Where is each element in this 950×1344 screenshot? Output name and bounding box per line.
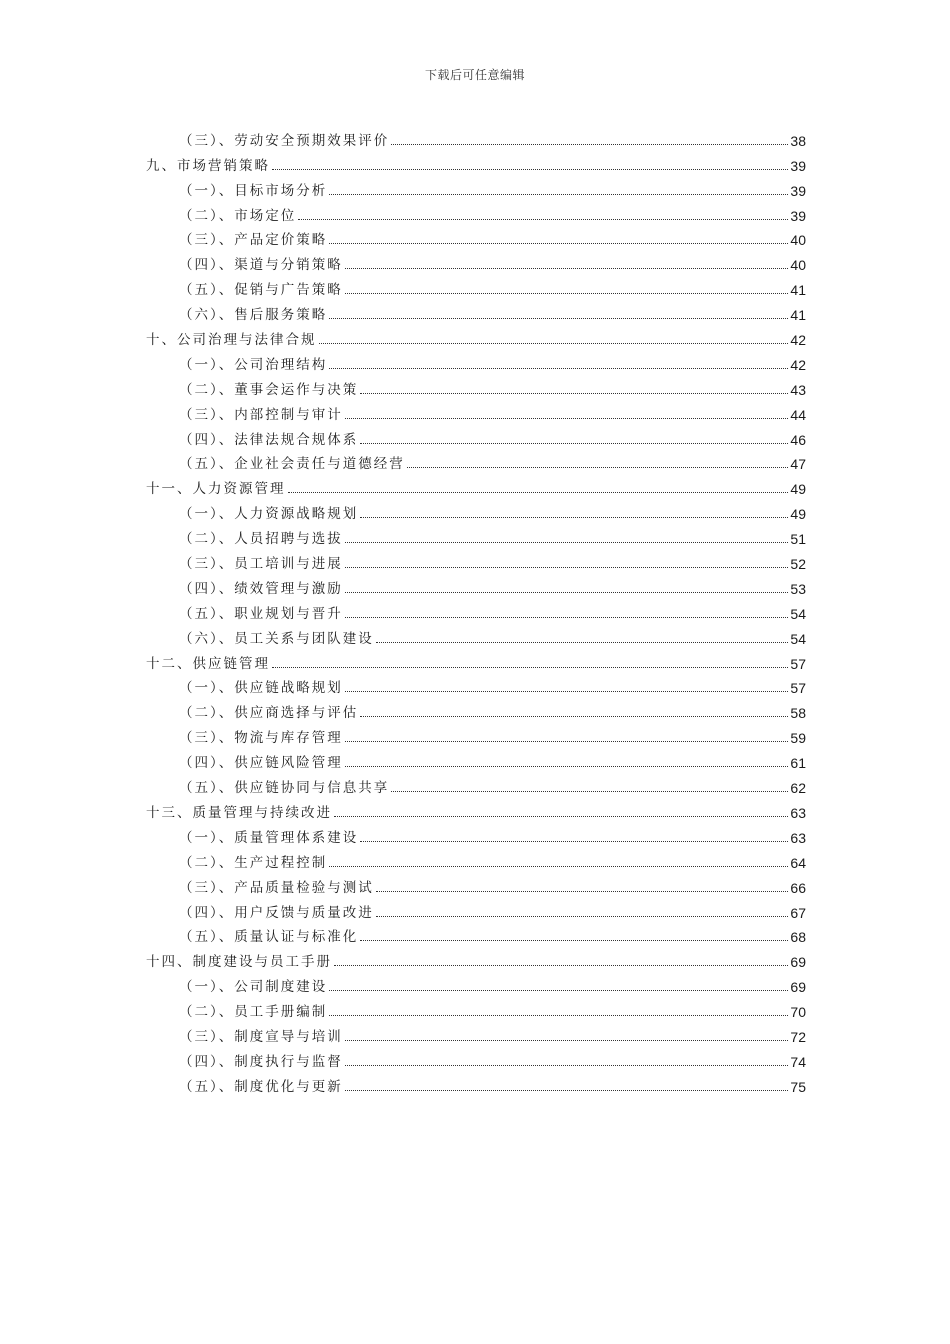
toc-page-number: 52 (790, 556, 806, 573)
toc-chapter-entry[interactable] (146, 150, 806, 175)
toc-page-number: 59 (790, 730, 806, 747)
toc-entry-title: （一）、质量管理体系建设 (179, 829, 359, 846)
toc-page-number: 43 (790, 381, 806, 398)
toc-section-entry[interactable] (146, 523, 806, 548)
toc-entry-title: （二）、人员招聘与选拔 (179, 531, 343, 548)
toc-page-number: 39 (790, 182, 806, 199)
toc-dot-leader (334, 816, 788, 817)
toc-dot-leader (272, 169, 788, 170)
toc-dot-leader (345, 1090, 789, 1091)
toc-page-number: 53 (790, 580, 806, 597)
toc-entry-title: （三）、制度宣导与培训 (179, 1028, 343, 1045)
toc-section-entry[interactable] (146, 1046, 806, 1071)
toc-dot-leader (298, 219, 788, 220)
toc-page-number: 54 (790, 630, 806, 647)
toc-dot-leader (345, 293, 789, 294)
toc-section-entry[interactable] (146, 175, 806, 200)
toc-section-entry[interactable] (146, 449, 806, 474)
toc-page-number: 69 (790, 979, 806, 996)
toc-page-number: 49 (790, 481, 806, 498)
toc-entry-title: （四）、供应链风险管理 (179, 755, 343, 772)
page-header-note: 下载后可任意编辑 (424, 68, 525, 82)
toc-entry-title: （五）、质量认证与标准化 (179, 929, 359, 946)
toc-section-entry[interactable] (146, 200, 806, 225)
toc-page-number: 41 (790, 307, 806, 324)
toc-entry-title: （五）、制度优化与更新 (179, 1078, 343, 1095)
toc-section-entry[interactable] (146, 598, 806, 623)
toc-page-number: 61 (790, 755, 806, 772)
toc-page-number: 64 (790, 854, 806, 871)
toc-dot-leader (272, 667, 788, 668)
toc-entry-title: 十、公司治理与法律合规 (146, 332, 317, 349)
toc-page-number: 74 (790, 1053, 806, 1070)
toc-dot-leader (329, 1015, 788, 1016)
toc-page-number: 44 (790, 406, 806, 423)
toc-dot-leader (345, 617, 789, 618)
toc-page-number: 40 (790, 232, 806, 249)
toc-entry-title: 十三、质量管理与持续改进 (146, 804, 332, 821)
toc-entry-title: （六）、员工关系与团队建设 (179, 630, 374, 647)
toc-page-number: 47 (790, 456, 806, 473)
toc-entry-title: （六）、售后服务策略 (179, 307, 328, 324)
toc-entry-title: （四）、绩效管理与激励 (179, 580, 343, 597)
toc-dot-leader (376, 916, 789, 917)
toc-dot-leader (391, 144, 788, 145)
toc-entry-title: （五）、职业规划与晋升 (179, 605, 343, 622)
toc-page-number: 72 (790, 1028, 806, 1045)
toc-dot-leader (360, 443, 788, 444)
toc-section-entry[interactable] (146, 225, 806, 250)
toc-section-entry[interactable] (146, 996, 806, 1021)
toc-dot-leader (345, 542, 789, 543)
toc-entry-title: 十一、人力资源管理 (146, 481, 286, 498)
toc-dot-leader (329, 318, 788, 319)
toc-page-number: 69 (790, 954, 806, 971)
toc-entry-title: （四）、用户反馈与质量改进 (179, 904, 374, 921)
toc-section-entry[interactable] (146, 299, 806, 324)
toc-entry-title: （二）、员工手册编制 (179, 1004, 328, 1021)
toc-section-entry[interactable] (146, 498, 806, 523)
toc-dot-leader (329, 368, 788, 369)
toc-section-entry[interactable] (146, 971, 806, 996)
toc-entry-title: （二）、生产过程控制 (179, 854, 328, 871)
toc-section-entry[interactable] (146, 573, 806, 598)
toc-dot-leader (360, 517, 788, 518)
toc-section-entry[interactable] (146, 1021, 806, 1046)
toc-section-entry[interactable] (146, 673, 806, 698)
toc-page-number: 39 (790, 207, 806, 224)
toc-page-number: 70 (790, 1004, 806, 1021)
toc-entry-title: 九、市场营销策略 (146, 157, 270, 174)
toc-dot-leader (345, 766, 789, 767)
toc-page-number: 51 (790, 531, 806, 548)
toc-dot-leader (345, 1065, 789, 1066)
toc-section-entry[interactable] (146, 772, 806, 797)
table-of-contents (146, 125, 806, 1096)
toc-entry-title: （三）、内部控制与审计 (179, 406, 343, 423)
toc-chapter-entry[interactable] (146, 648, 806, 673)
toc-dot-leader (345, 741, 789, 742)
toc-page-number: 62 (790, 780, 806, 797)
toc-entry-title: （二）、董事会运作与决策 (179, 381, 359, 398)
toc-section-entry[interactable] (146, 872, 806, 897)
toc-section-entry[interactable] (146, 822, 806, 847)
toc-page-number: 63 (790, 804, 806, 821)
toc-dot-leader (329, 194, 788, 195)
toc-dot-leader (334, 965, 788, 966)
toc-entry-title: （三）、产品定价策略 (179, 232, 328, 249)
toc-dot-leader (345, 1040, 789, 1041)
toc-page-number: 49 (790, 506, 806, 523)
toc-entry-title: （五）、企业社会责任与道德经营 (179, 456, 405, 473)
toc-entry-title: （三）、劳动安全预期效果评价 (179, 132, 390, 149)
toc-page-number: 66 (790, 879, 806, 896)
toc-dot-leader (329, 866, 788, 867)
toc-section-entry[interactable] (146, 847, 806, 872)
toc-entry-title: （三）、物流与库存管理 (179, 730, 343, 747)
toc-entry-title: （二）、供应商选择与评估 (179, 705, 359, 722)
toc-dot-leader (391, 791, 788, 792)
toc-page-number: 68 (790, 929, 806, 946)
toc-section-entry[interactable] (146, 697, 806, 722)
toc-section-entry[interactable] (146, 125, 806, 150)
toc-section-entry[interactable] (146, 722, 806, 747)
toc-dot-leader (345, 592, 789, 593)
toc-section-entry[interactable] (146, 399, 806, 424)
toc-dot-leader (345, 418, 789, 419)
toc-page-number: 38 (790, 132, 806, 149)
toc-entry-title: （三）、产品质量检验与测试 (179, 879, 374, 896)
toc-entry-title: （四）、渠道与分销策略 (179, 257, 343, 274)
toc-dot-leader (288, 492, 789, 493)
toc-dot-leader (345, 691, 789, 692)
toc-dot-leader (329, 243, 788, 244)
toc-entry-title: （一）、人力资源战略规划 (179, 506, 359, 523)
toc-page-number: 39 (790, 157, 806, 174)
toc-dot-leader (376, 642, 789, 643)
toc-dot-leader (345, 567, 789, 568)
toc-page-number: 57 (790, 655, 806, 672)
toc-entry-title: （五）、供应链协同与信息共享 (179, 780, 390, 797)
toc-entry-title: （五）、促销与广告策略 (179, 282, 343, 299)
toc-entry-title: 十四、制度建设与员工手册 (146, 954, 332, 971)
toc-section-entry[interactable] (146, 274, 806, 299)
toc-section-entry[interactable] (146, 374, 806, 399)
toc-dot-leader (345, 268, 789, 269)
toc-entry-title: （三）、员工培训与进展 (179, 556, 343, 573)
toc-page-number: 46 (790, 431, 806, 448)
toc-entry-title: （四）、法律法规合规体系 (179, 431, 359, 448)
toc-page-number: 41 (790, 282, 806, 299)
toc-chapter-entry[interactable] (146, 797, 806, 822)
toc-page-number: 54 (790, 605, 806, 622)
toc-dot-leader (360, 841, 788, 842)
toc-dot-leader (360, 716, 788, 717)
toc-section-entry[interactable] (146, 1071, 806, 1096)
toc-entry-title: 十二、供应链管理 (146, 655, 270, 672)
toc-page-number: 75 (790, 1078, 806, 1095)
toc-chapter-entry[interactable] (146, 324, 806, 349)
toc-section-entry[interactable] (146, 548, 806, 573)
toc-dot-leader (376, 891, 789, 892)
toc-entry-title: （二）、市场定位 (179, 207, 297, 224)
toc-entry-title: （一）、公司制度建设 (179, 979, 328, 996)
toc-entry-title: （一）、目标市场分析 (179, 182, 328, 199)
toc-section-entry[interactable] (146, 747, 806, 772)
toc-section-entry[interactable] (146, 249, 806, 274)
toc-section-entry[interactable] (146, 897, 806, 922)
toc-entry-title: （四）、制度执行与监督 (179, 1053, 343, 1070)
toc-dot-leader (360, 940, 788, 941)
toc-dot-leader (407, 467, 789, 468)
toc-chapter-entry[interactable] (146, 946, 806, 971)
toc-section-entry[interactable] (146, 349, 806, 374)
toc-page-number: 42 (790, 356, 806, 373)
toc-dot-leader (329, 990, 788, 991)
toc-entry-title: （一）、公司治理结构 (179, 356, 328, 373)
toc-dot-leader (319, 343, 789, 344)
toc-page-number: 42 (790, 332, 806, 349)
toc-dot-leader (360, 393, 788, 394)
toc-page-number: 40 (790, 257, 806, 274)
toc-section-entry[interactable] (146, 922, 806, 947)
toc-chapter-entry[interactable] (146, 473, 806, 498)
toc-section-entry[interactable] (146, 623, 806, 648)
toc-page-number: 57 (790, 680, 806, 697)
toc-entry-title: （一）、供应链战略规划 (179, 680, 343, 697)
toc-page-number: 67 (790, 904, 806, 921)
toc-section-entry[interactable] (146, 424, 806, 449)
toc-page-number: 58 (790, 705, 806, 722)
toc-page-number: 63 (790, 829, 806, 846)
